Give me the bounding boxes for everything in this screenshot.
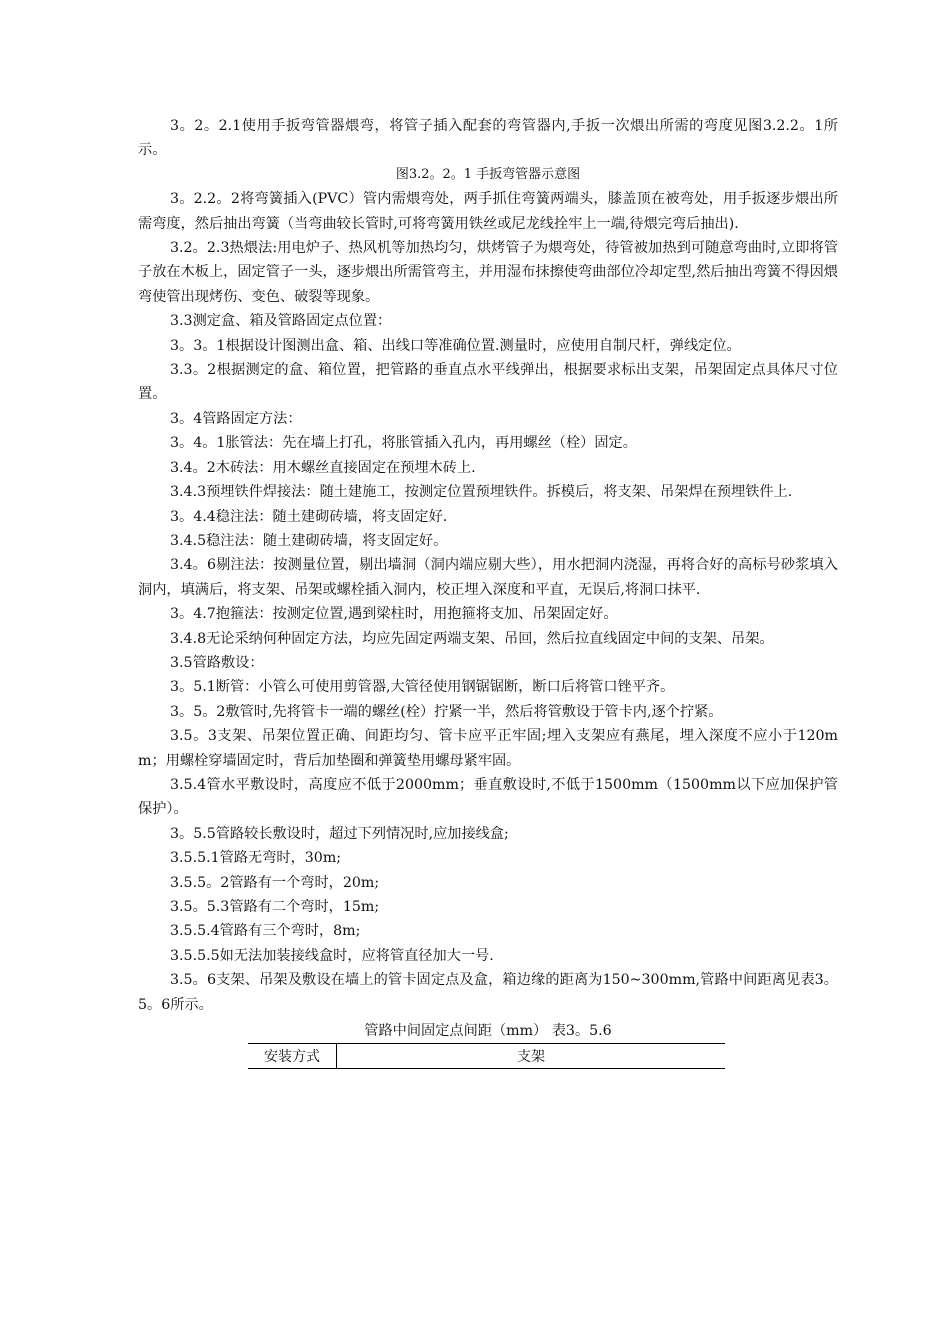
paragraph: 3。4.7抱箍法：按测定位置,遇到梁柱时，用抱箍将支加、吊架固定好。 (170, 606, 618, 623)
paragraph: 3。5.5管路较长敷设时，超过下列情况时,应加接线盒; (170, 825, 509, 842)
table-header-row (248, 1044, 725, 1069)
paragraph: 3.5。3支架、吊架位置正确、间距均匀、管卡应平正牢固;埋入支架应有燕尾，埋入深度不应小于120mm；用螺栓穿墙固定时，背后加垫圈和弹簧垫用螺母紧牢固。 (138, 728, 838, 769)
paragraph: 3.4。2木砖法：用木螺丝直接固定在预埋木砖上. (170, 459, 476, 476)
paragraph: 3.3测定盒、箱及管路固定点位置： (170, 313, 392, 330)
paragraph: 3.5管路敷设： (170, 654, 264, 671)
paragraph: 3.5.4管水平敷设时，高度应不低于2000mm；垂直敷设时,不低于1500mm（1500mm以下应加保护管保护）。 (138, 776, 838, 818)
document-body (138, 114, 838, 1066)
paragraph: 3。2。2.1使用手扳弯管器煨弯，将管子插入配套的弯管器内,手扳一次煨出所需的弯度见图3.2.2。1所示。 (138, 118, 838, 159)
paragraph: 3.4。6剔注法：按测量位置，剔出墙洞（洞内端应剔大些），用水把洞内浇湿，再将合好的高标号砂浆填入洞内，填满后，将支架、吊架或螺栓插入洞内，校正埋入深度和平直，无误后,将洞口抹平. (138, 557, 838, 598)
paragraph-list (138, 114, 838, 1017)
paragraph: 3.5.5.1管路无弯时，30m; (170, 850, 342, 867)
spacing-table (248, 1043, 725, 1069)
paragraph: 3.4.3预埋铁件焊接法：随土建施工，按测定位置预埋铁件。拆模后，将支架、吊架焊在预埋铁件上. (170, 484, 793, 501)
figure-caption: 图3.2。2。1 手扳弯管器示意图 (395, 166, 581, 182)
paragraph: 3。4管路固定方法： (170, 410, 302, 427)
table-header-install-method: 安装方式 (248, 1044, 337, 1069)
paragraph: 3.2。2.3热煨法:用电炉子、热风机等加热均匀，烘烤管子为煨弯处，待管被加热到可随意弯曲时,立即将管子放在木板上，固定管子一头，逐步煨出所需管弯主，并用湿布抹擦使弯曲部位冷却定型,然后抽出弯簧不得因煨弯使管出现烤伤、变色、破裂等现象。 (138, 240, 838, 305)
paragraph: 3.5.5。2管路有一个弯时，20m; (170, 874, 380, 891)
paragraph: 3。4.4稳注法：随土建砌砖墙，将支固定好. (170, 508, 448, 525)
paragraph: 3。2.2。2将弯簧插入(PVC）管内需煨弯处，两手抓住弯簧两端头，膝盖顶在被弯处，用手扳逐步煨出所需弯度，然后抽出弯簧（当弯曲较长管时,可将弯簧用铁丝或尼龙线拴牢上一端,待煨完弯后抽出). (138, 191, 838, 232)
paragraph: 3.3。2根据测定的盒、箱位置，把管路的垂直点水平线弹出，根据要求标出支架，吊架固定点具体尺寸位置。 (138, 362, 838, 403)
paragraph: 3.5.5.4管路有三个弯时，8m; (170, 923, 361, 940)
paragraph: 3.5。6支架、吊架及敷设在墙上的管卡固定点及盒，箱边缘的距离为150~300mm,管路中间距离见表3。5。6所示。 (138, 972, 838, 1013)
paragraph: 3.4.8无论采纳何种固定方法，均应先固定两端支架、吊回，然后拉直线固定中间的支架、吊架。 (170, 630, 774, 647)
paragraph: 3.5。5.3管路有二个弯时，15m; (170, 899, 380, 915)
paragraph: 3。4。1胀管法：先在墙上打孔，将胀管插入孔内，再用螺丝（栓）固定。 (170, 435, 637, 452)
paragraph: 3.5.5.5如无法加装接线盒时，应将管直径加大一号. (170, 947, 494, 964)
paragraph: 3.4.5稳注法：随土建砌砖墙，将支固定好。 (170, 532, 448, 549)
table-header-support: 支架 (517, 1049, 545, 1066)
paragraph: 3。3。1根据设计图测出盒、箱、出线口等准确位置.测量时，应使用自制尺杆，弹线定位。 (170, 337, 741, 354)
table-caption: 管路中间固定点间距（mm） 表3。5.6 (364, 1023, 612, 1040)
paragraph: 3。5。2敷管时,先将管卡一端的螺丝(栓）拧紧一半，然后将管敷设于管卡内,逐个拧紧。 (170, 703, 723, 720)
paragraph: 3。5.1断管：小管么可使用剪管器,大管径使用钢锯锯断，断口后将管口锉平齐。 (170, 679, 675, 696)
